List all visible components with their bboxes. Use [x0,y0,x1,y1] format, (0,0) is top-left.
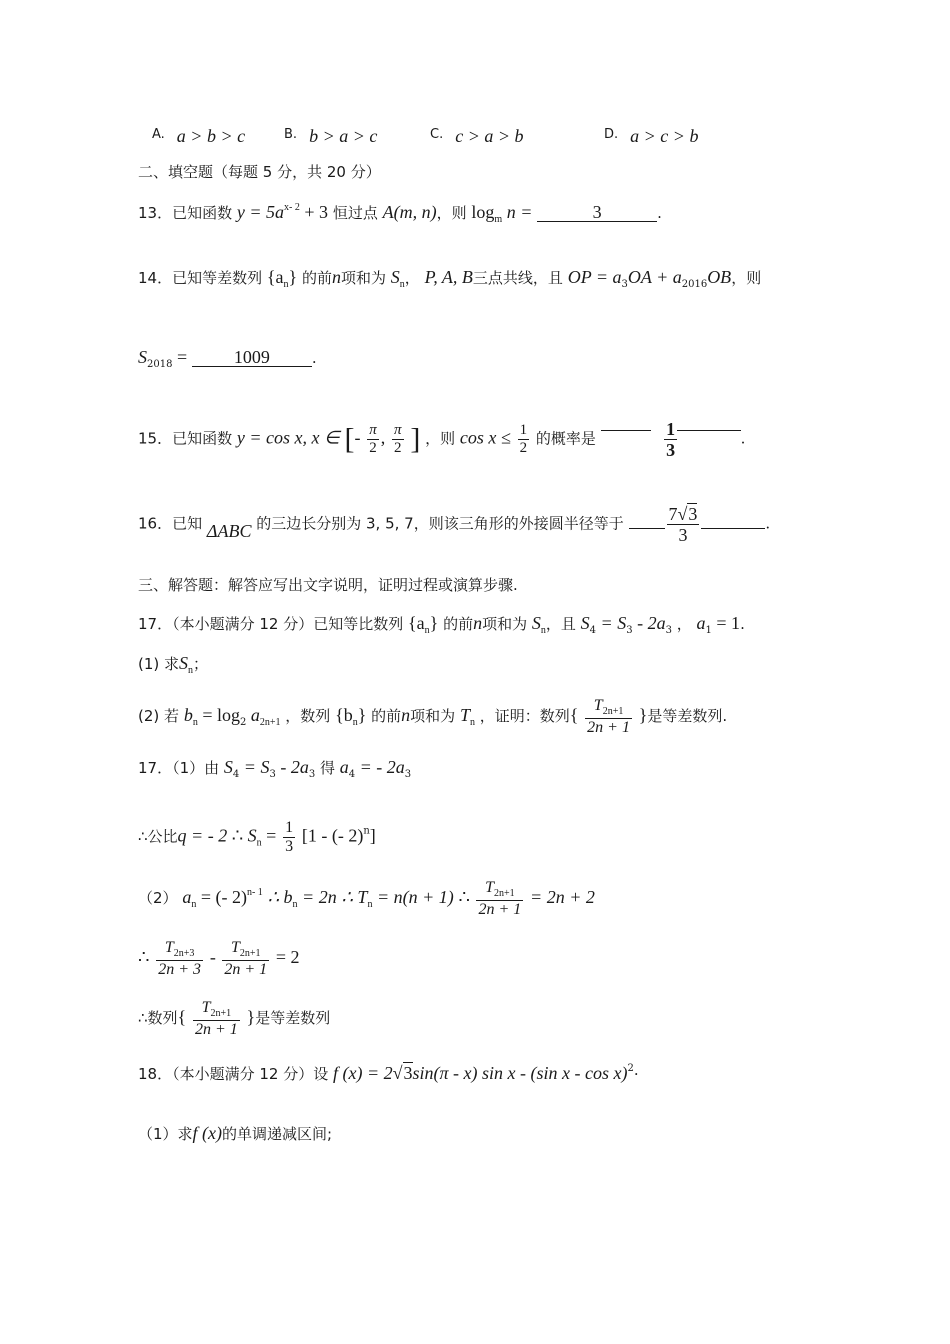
question-18: 18．（本小题满分 12 分）设 f (x) = 2√3sin(π - x) sin x - (sin x - cos x)$^2$· [138,1063,639,1083]
solution-17-line-3: （2） $a_n$ = (- 2)$^{n- 1}$ ∴ $b_n = 2n$ ∴ $T_n = n(n + 1)$ ∴ $\frac{T_{2n+1}}{2n + 1}$ = 2n + 2 [138,879,595,918]
option-d: D. a > c > b [604,126,699,146]
question-14-answer-line: $S_{2018} = 1009$ . [138,347,317,370]
answer-15: $\frac{1}{3}$ [666,419,676,460]
answer-13: 3 [592,202,602,222]
question-17-part-1: (1) 求$S_n$； [138,653,209,676]
question-14: 14．已知等差数列 $\{a_n\}$ 的前n项和为 $S_n$， P, A, B三点共线，且 OP = $a_3OA + a_{2016}OB$，则 [138,267,762,290]
option-a: A. a > b > c [152,126,246,146]
solution-17-line-5: ∴数列{ $\frac{T_{2n+1}}{2n + 1}$ }是等差数列 [138,999,331,1038]
question-15: 15．已知函数 y = cos x, x ∈ [- $\frac{\pi}{2}$ , $\frac{\pi}{2}$ ] ，则 cos x ≤ $\frac{1}{2}$ 的概率是 $\frac{1}{3}$ . [138,419,746,460]
option-c: C. c > a > b [430,126,524,146]
question-18-part-1: （1）求f (x)的单调递减区间; [138,1123,333,1143]
question-17: 17．（本小题满分 12 分）已知等比数列 $\{a_n\}$ 的前n项和为 $S_n$，且 $S_4 = S_3 - 2a_3$ ， $a_1 = 1$. [138,613,745,636]
section2-heading: 二、填空题（每题 5 分，共 20 分） [138,163,381,181]
solution-17-line-2: ∴公比q = - 2 ∴ $S_n$ = $\frac{1}{3}$ [1 - (- 2)$^n$] [138,819,376,855]
solution-17-line-1: 17．（1）由 $S_4 = S_3 - 2a_3$ 得 $a_4$ = - $2a_3$ [138,757,412,780]
question-16: 16．已知 ΔABC 的三边长分别为 3, 5, 7，则该三角形的外接圆半径等于 $\frac{7√3}{3}$ . [138,504,771,545]
option-b: B. b > a > c [284,126,378,146]
solution-17-line-4: ∴ $\frac{T_{2n+3}}{2n + 3}$ - $\frac{T_{2n+1}}{2n + 1}$ = 2 [138,939,300,978]
question-17-part-2: (2) 若 $b_n = \log_2 a_{2n+1}$ ，数列 $\{b_n\}$ 的前n项和为 $T_n$ ，证明：数列{ $\frac{T_{2n+1}}{2n + 1}$ }是等差数列. [138,697,728,736]
answer-16: $\frac{7√3}{3}$ [668,504,698,545]
answer-14: 1009 [233,347,270,367]
question-13: 13．已知函数 $y = 5a^{x- 2} + 3$ 恒过点 A(m, n)，则 $\log_m n = 3$ . [138,202,662,225]
section3-heading: 三、解答题：解答应写出文字说明，证明过程或演算步骤. [138,576,518,594]
